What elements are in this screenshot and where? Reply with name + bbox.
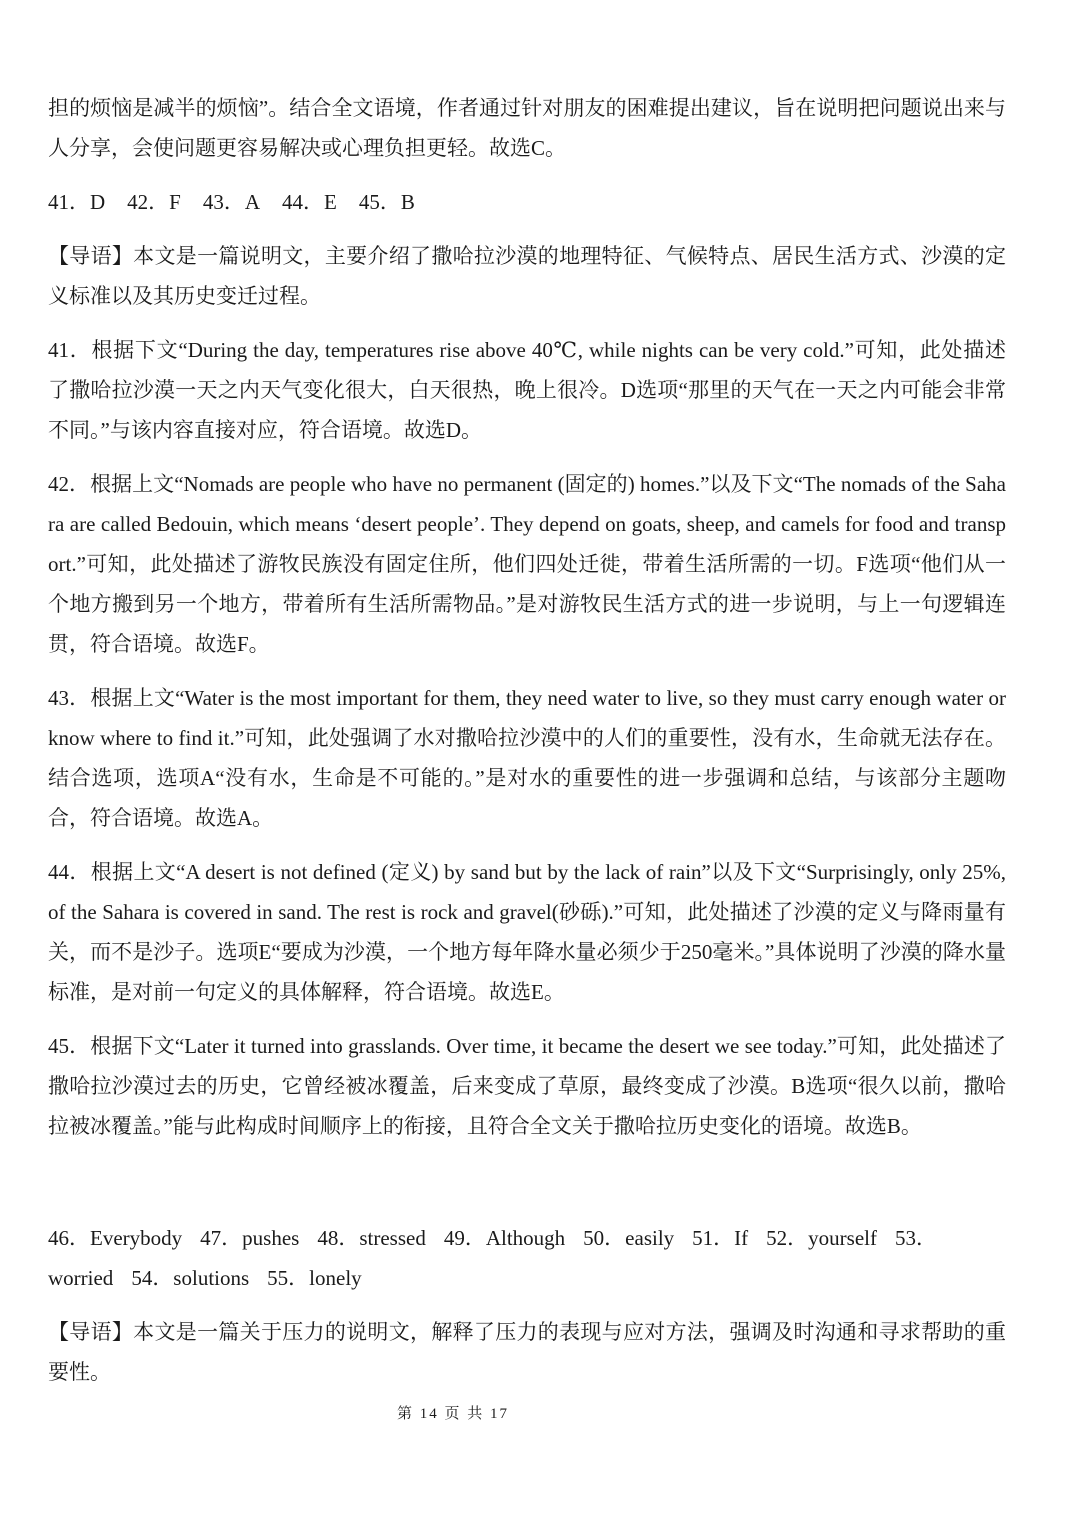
explanation-41: 41．根据下文“During the day, temperatures rise above 40℃, while nights can be very cold.”可知，此处描述了撒哈拉沙漠一天之内天气变化很大，白天很热，晚上很冷。D选项“那里的天气在一天之内可能会非常不同。”与该内容直接对应，符合语境。故选D。	[48, 338, 1006, 442]
explanation-43: 43．根据上文“Water is the most important for them, they need water to live, so they must carry enough water or know where to find it.”可知，此处强调了水对撒哈拉沙漠中的人们的重要性，没有水，生命就无法存在。结合选项，选项A“没有水，生命是不可能的。”是对水的重要性的进一步强调和总结，与该部分主题吻合，符合语境。故选A。	[48, 686, 1006, 830]
explanation-44: 44．根据上文“A desert is not defined (定义) by sand but by the lack of rain”以及下文“Surprisingly, only 25%, of the Sahara is covered in sand. The rest is rock and gravel(砂砾).”可知，此处描述了沙漠的定义与降雨量有关，而不是沙子。选项E“要成为沙漠，一个地方每年降水量必须少于250毫米。”具体说明了沙漠的降水量标准，是对前一句定义的具体解释，符合语境。故选E。	[48, 860, 1006, 1004]
answer-47: 47．pushes	[200, 1226, 300, 1250]
explanation-42: 42．根据上文“Nomads are people who have no permanent (固定的) homes.”以及下文“The nomads of the Sahara are called Bedouin, which means ‘desert people’. They depend on goats, sheep, and camels for food and transport.”可知，此处描述了游牧民族没有固定住所，他们四处迁徙，带着生活所需的一切。F选项“他们从一个地方搬到另一个地方，带着所有生活所需物品。”是对游牧民生活方式的进一步说明，与上一句逻辑连贯，符合语境。故选F。	[48, 472, 1006, 656]
paragraph-top: 担的烦恼是减半的烦恼”。结合全文语境，作者通过针对朋友的困难提出建议，旨在说明把问题说出来与人分享，会使问题更容易解决或心理负担更轻。故选C。	[48, 96, 1006, 160]
document-body	[48, 88, 1006, 1392]
guide-41-45: 【导语】本文是一篇说明文，主要介绍了撒哈拉沙漠的地理特征、气候特点、居民生活方式、沙漠的定义标准以及其历史变迁过程。	[48, 244, 1006, 308]
answer-line-2	[48, 1258, 1006, 1298]
answer-45: 45．B	[358, 190, 415, 214]
answer-53-word: worried	[48, 1266, 114, 1290]
answer-key-46-55	[48, 1218, 1006, 1298]
answer-43: 43．A	[202, 190, 261, 214]
answer-53-number: 53．	[894, 1226, 937, 1250]
answer-54: 54．solutions	[131, 1266, 250, 1290]
answer-51: 51．If	[692, 1226, 749, 1250]
answer-42: 42．F	[127, 190, 181, 214]
answer-line-1	[48, 1218, 1006, 1258]
explanation-45: 45．根据下文“Later it turned into grasslands. Over time, it became the desert we see today.”可知，此处描述了撒哈拉沙漠过去的历史，它曾经被冰覆盖，后来变成了草原，最终变成了沙漠。B选项“很久以前，撒哈拉被冰覆盖。”能与此构成时间顺序上的衔接，且符合全文关于撒哈拉历史变化的语境。故选B。	[48, 1034, 1006, 1138]
answer-44: 44．E	[282, 190, 337, 214]
answer-46: 46．Everybody	[48, 1226, 183, 1250]
answer-41: 41．D	[48, 190, 106, 214]
answer-48: 48．stressed	[317, 1226, 426, 1250]
answer-50: 50．easily	[583, 1226, 675, 1250]
page-footer: 第 14 页 共 17	[396, 1406, 509, 1422]
answer-key-41-45	[48, 182, 1006, 222]
answer-55: 55．lonely	[267, 1266, 362, 1290]
answer-49: 49．Although	[443, 1226, 566, 1250]
answer-52: 52．yourself	[766, 1226, 877, 1250]
guide-46-55: 【导语】本文是一篇关于压力的说明文，解释了压力的表现与应对方法，强调及时沟通和寻求帮助的重要性。	[48, 1320, 1006, 1384]
